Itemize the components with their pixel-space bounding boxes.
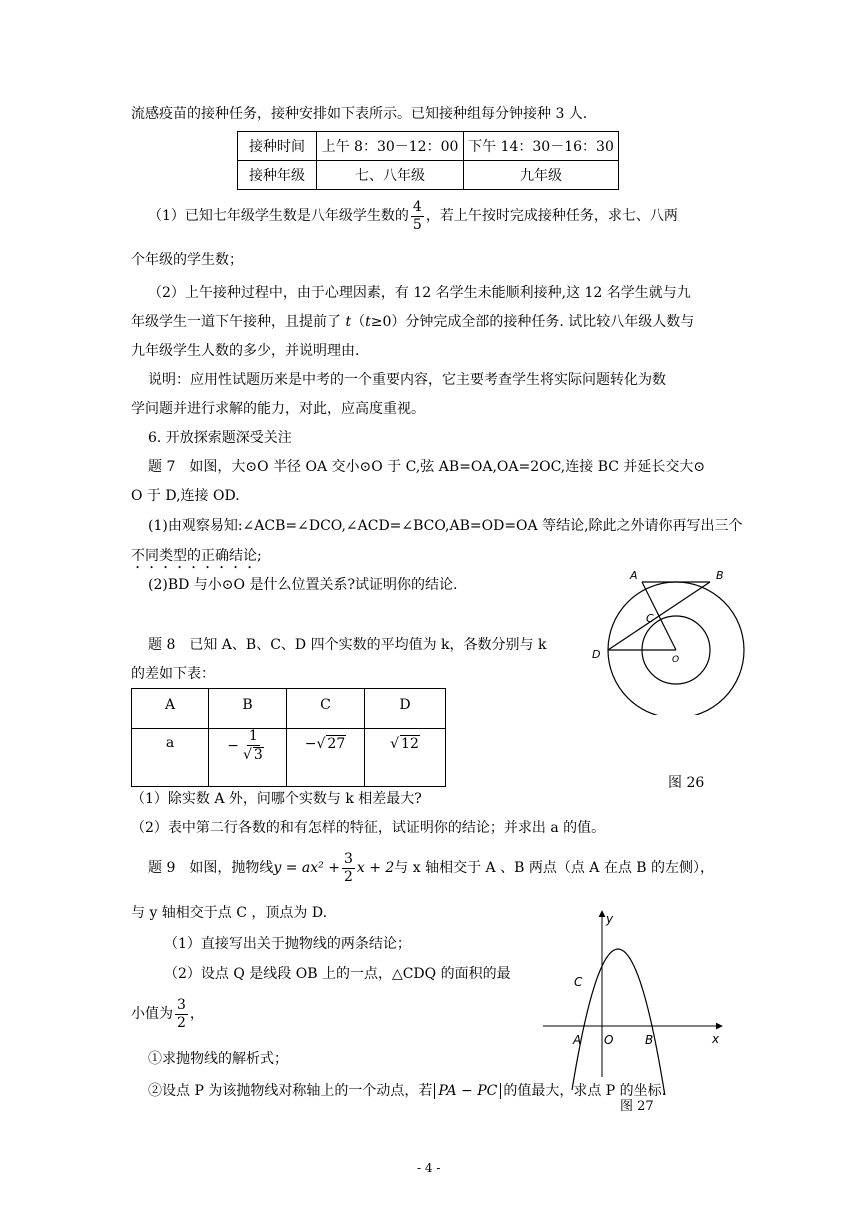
problem-9-q1: （1）直接写出关于抛物线的两条结论； [164,936,411,952]
question-2-line3: 九年级学生人数的多少，并说明理由. [131,343,360,359]
problem-7-q1-line1: (1)由观察易知:∠ACB=∠DCO,∠ACD=∠BCO,AB=OD=OA 等结论,除此之外请你再写出三个 [148,518,743,534]
schedule-cell: 上午 8：30－12：00 [317,132,464,161]
header-d: D [365,689,446,729]
label-b: B [645,1033,654,1047]
question-1-line2: 个年级的学生数； [131,252,243,268]
value-b: − $\frac{1}{√ 3}$ [209,729,287,787]
label-x: x [712,1032,720,1046]
problem-8-line1: 题 8 已知 A、B、C、D 四个实数的平均值为 k，各数分别与 k [148,637,547,653]
label-a: A [630,569,638,582]
question-1: （1）已知七年级学生数是八年级学生数的 $\frac{4}{5}$ ，若上午按时完成接种任务，求七、八两 [148,198,678,233]
figure-27-caption: 图 27 [620,1099,654,1114]
problem-9-sub1: ①求抛物线的解析式； [148,1051,288,1067]
parabola-curve [572,949,676,1095]
note-line2: 学问题并进行求解的能力，对此，应高度重视。 [131,401,425,417]
problem-9-sub2: ②设点 P 为该抛物线对称轴上的一个动点，若 PA − PC 的值最大，求点 P 的坐标. [148,1083,667,1099]
value-a: a [132,729,209,787]
label-a: A [573,1033,582,1047]
intro-text: 流感疫苗的接种任务，接种安排如下表所示。已知接种组每分钟接种 3 人. [131,106,588,122]
page-number: - 4 - [417,1161,441,1175]
schedule-cell: 七、八年级 [317,161,464,190]
value-d: √ 12 [365,729,446,787]
label-o: O [604,1033,614,1047]
problem-7-line1: 题 7 如图，大⊙O 半径 OA 交小⊙O 于 C,弦 AB=OA,OA=2OC,连接 BC 并延长交大⊙ [148,459,706,475]
label-d: D [592,648,601,661]
schedule-cell: 九年级 [464,161,619,190]
problem-9-line2: 与 y 轴相交于点 C ，顶点为 D. [131,905,328,921]
label-o: O [672,655,680,665]
problem-7-line2: O 于 D,连接 OD. [131,488,240,504]
problem-9-line1: 题 9 如图，抛物线 y = ax² + $\frac{3}{2}$ x + 2 与 x 轴相交于 A 、B 两点（点 A 在点 B 的左侧）， [148,850,715,885]
problem-7-q1-line2: 不同类型的正确结论; [131,548,262,564]
fraction-four-fifths: $\frac{4}{5}$ [412,198,422,233]
question-2-line2: 年级学生一道下午接种，且提前了 t（t≥0）分钟完成全部的接种任务. 试比较八年级人数与 [131,314,695,330]
figure-26-circles [586,565,756,715]
header-a: A [132,689,209,729]
problem-8-q2: （2）表中第二行各数的和有怎样的特征，试证明你的结论；并求出 a 的值。 [131,820,606,836]
schedule-cell: 接种年级 [238,161,317,190]
label-y: y [606,912,614,926]
schedule-cell: 接种时间 [238,132,317,161]
difference-table [131,688,446,787]
label-c: C [574,975,583,989]
problem-9-q2-line1: （2）设点 Q 是线段 OB 上的一点，△CDQ 的面积的最 [164,966,511,982]
large-circle [608,582,744,715]
schedule-table [237,131,619,190]
problem-8-line2: 的差如下表： [131,666,215,682]
header-b: B [209,689,287,729]
note-line1: 说明：应用性试题历来是中考的一个重要内容，它主要考查学生将实际问题转化为数 [148,372,666,388]
figure-27-parabola [540,905,730,1095]
problem-7-q2: (2)BD 与小⊙O 是什么位置关系?试证明你的结论. [148,577,458,593]
label-c: C [646,612,654,625]
value-c: −√ 27 [287,729,365,787]
section-heading: 6. 开放探索题深受关注 [148,430,292,446]
schedule-cell: 下午 14：30－16：30 [464,132,619,161]
problem-9-q2-line2: 小值为 $\frac{3}{2}$ ， [131,996,204,1031]
label-b: B [716,569,724,582]
line-bd [608,582,710,650]
header-c: C [287,689,365,729]
question-2-line1: （2）上午接种过程中，由于心理因素，有 12 名学生未能顺利接种,这 12 名学生就与九 [148,285,691,301]
figure-26-caption: 图 26 [668,775,705,791]
problem-8-q1: （1）除实数 A 外，问哪个实数与 k 相差最大? [131,791,422,807]
